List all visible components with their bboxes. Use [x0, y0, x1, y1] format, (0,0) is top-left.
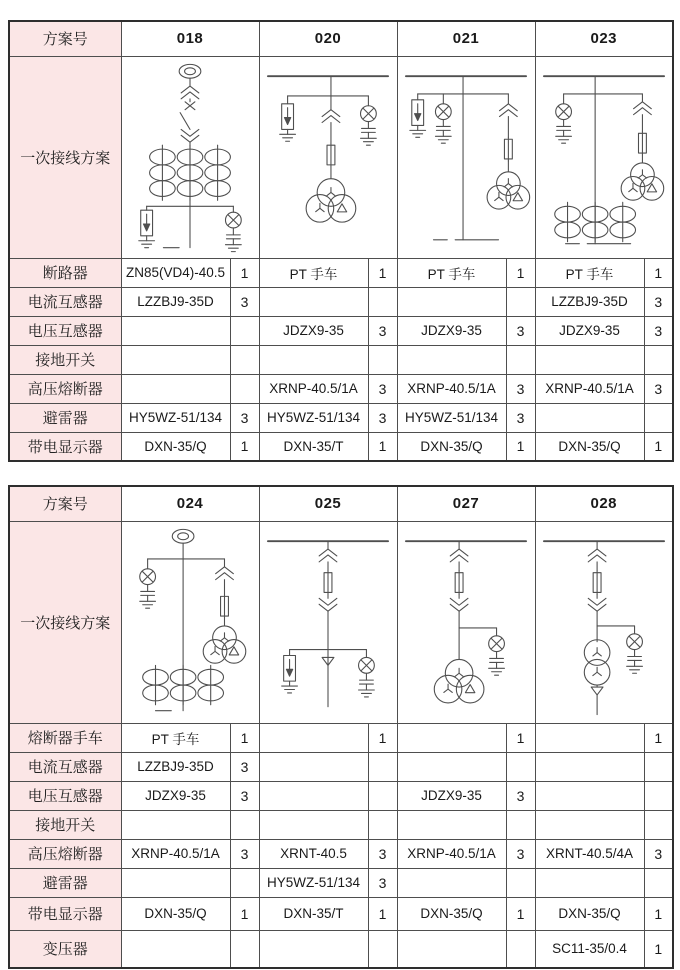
spec-row [9, 723, 673, 752]
spec-row [9, 930, 673, 968]
qty-cell: 1 [644, 258, 673, 287]
qty-cell: 3 [368, 868, 397, 897]
model-cell [535, 781, 644, 810]
spec-row-label: 电流互感器 [9, 287, 121, 316]
model-cell [397, 287, 506, 316]
model-cell: PT 手车 [397, 258, 506, 287]
scheme-header-row [9, 21, 673, 56]
spec-row [9, 897, 673, 930]
model-cell [259, 752, 368, 781]
oneline-diagram-021 [398, 57, 534, 257]
qty-cell [368, 781, 397, 810]
spec-row [9, 403, 673, 432]
model-cell [397, 868, 506, 897]
model-cell: XRNP-40.5/1A [259, 374, 368, 403]
model-cell [121, 316, 230, 345]
model-cell: PT 手车 [259, 258, 368, 287]
model-cell: LZZBJ9-35D [535, 287, 644, 316]
model-cell: JDZX9-35 [259, 316, 368, 345]
spec-row-label: 避雷器 [9, 403, 121, 432]
qty-cell: 3 [230, 403, 259, 432]
qty-cell: 3 [230, 752, 259, 781]
model-cell: ZN85(VD4)-40.5 [121, 258, 230, 287]
model-cell: PT 手车 [535, 258, 644, 287]
qty-cell [506, 930, 535, 968]
qty-cell: 1 [644, 897, 673, 930]
qty-cell [368, 930, 397, 968]
qty-cell [644, 781, 673, 810]
spec-row [9, 258, 673, 287]
qty-cell [230, 868, 259, 897]
qty-cell: 1 [368, 258, 397, 287]
diagram-cell [121, 521, 259, 723]
oneline-diagram-018 [122, 57, 258, 257]
qty-cell: 1 [506, 723, 535, 752]
scheme-number: 025 [259, 486, 397, 521]
qty-cell: 3 [506, 839, 535, 868]
diagram-row-label: 一次接线方案 [9, 56, 121, 258]
qty-cell: 3 [230, 781, 259, 810]
qty-cell: 3 [506, 781, 535, 810]
spec-row [9, 345, 673, 374]
scheme-number: 027 [397, 486, 535, 521]
qty-cell: 1 [230, 897, 259, 930]
spec-row-label: 电流互感器 [9, 752, 121, 781]
qty-cell [230, 345, 259, 374]
model-cell: XRNP-40.5/1A [121, 839, 230, 868]
spec-row [9, 752, 673, 781]
qty-cell: 3 [368, 403, 397, 432]
scheme-table-top [8, 20, 674, 462]
qty-cell: 1 [230, 258, 259, 287]
qty-cell [506, 287, 535, 316]
qty-cell: 3 [644, 316, 673, 345]
oneline-diagram-023 [536, 57, 672, 257]
model-cell: XRNT-40.5 [259, 839, 368, 868]
diagram-cell [397, 56, 535, 258]
spec-row [9, 316, 673, 345]
spec-row-label: 高压熔断器 [9, 374, 121, 403]
spec-row [9, 868, 673, 897]
qty-cell [368, 287, 397, 316]
qty-cell: 3 [506, 316, 535, 345]
model-cell [535, 345, 644, 374]
diagram-row [9, 56, 673, 258]
qty-cell: 1 [368, 897, 397, 930]
model-cell [121, 930, 230, 968]
qty-cell: 3 [230, 287, 259, 316]
model-cell [397, 930, 506, 968]
model-cell: DXN-35/Q [121, 432, 230, 461]
qty-cell: 1 [368, 432, 397, 461]
qty-cell: 3 [230, 839, 259, 868]
spec-row-label: 避雷器 [9, 868, 121, 897]
spec-row-label: 接地开关 [9, 345, 121, 374]
qty-cell [230, 930, 259, 968]
model-cell [535, 868, 644, 897]
model-cell: XRNP-40.5/1A [397, 839, 506, 868]
model-cell [397, 752, 506, 781]
qty-cell [644, 868, 673, 897]
model-cell: JDZX9-35 [535, 316, 644, 345]
model-cell [259, 345, 368, 374]
scheme-header-row [9, 486, 673, 521]
qty-cell [644, 345, 673, 374]
diagram-cell [121, 56, 259, 258]
model-cell [121, 810, 230, 839]
model-cell: JDZX9-35 [121, 781, 230, 810]
qty-cell: 1 [368, 723, 397, 752]
qty-cell [230, 374, 259, 403]
model-cell: DXN-35/Q [535, 432, 644, 461]
oneline-diagram-028 [536, 522, 672, 722]
qty-cell: 1 [644, 432, 673, 461]
qty-cell: 3 [506, 403, 535, 432]
model-cell [259, 810, 368, 839]
scheme-col-header: 方案号 [9, 486, 121, 521]
diagram-cell [535, 56, 673, 258]
qty-cell: 3 [644, 839, 673, 868]
qty-cell [368, 752, 397, 781]
diagram-cell [259, 56, 397, 258]
oneline-diagram-027 [398, 522, 534, 722]
qty-cell: 1 [506, 432, 535, 461]
model-cell [397, 345, 506, 374]
oneline-diagram-025 [260, 522, 396, 722]
spec-row [9, 374, 673, 403]
qty-cell [368, 345, 397, 374]
model-cell: PT 手车 [121, 723, 230, 752]
model-cell: XRNT-40.5/4A [535, 839, 644, 868]
qty-cell [506, 868, 535, 897]
model-cell [535, 723, 644, 752]
diagram-cell [397, 521, 535, 723]
scheme-number: 023 [535, 21, 673, 56]
model-cell: HY5WZ-51/134 [397, 403, 506, 432]
model-cell: DXN-35/T [259, 432, 368, 461]
qty-cell [644, 403, 673, 432]
qty-cell [506, 345, 535, 374]
model-cell: HY5WZ-51/134 [121, 403, 230, 432]
spec-row-label: 变压器 [9, 930, 121, 968]
qty-cell [230, 810, 259, 839]
qty-cell [368, 810, 397, 839]
model-cell [535, 752, 644, 781]
model-cell: DXN-35/T [259, 897, 368, 930]
scheme-number: 020 [259, 21, 397, 56]
qty-cell [506, 752, 535, 781]
qty-cell: 1 [644, 723, 673, 752]
model-cell: JDZX9-35 [397, 781, 506, 810]
model-cell: DXN-35/Q [397, 432, 506, 461]
model-cell [397, 723, 506, 752]
qty-cell: 1 [644, 930, 673, 968]
spec-row [9, 839, 673, 868]
spec-row-label: 带电显示器 [9, 897, 121, 930]
spec-row-label: 电压互感器 [9, 316, 121, 345]
spec-row-label: 电压互感器 [9, 781, 121, 810]
spec-row-label: 断路器 [9, 258, 121, 287]
scheme-number: 028 [535, 486, 673, 521]
spec-row-label: 高压熔断器 [9, 839, 121, 868]
model-cell: HY5WZ-51/134 [259, 868, 368, 897]
model-cell: LZZBJ9-35D [121, 287, 230, 316]
qty-cell: 1 [230, 723, 259, 752]
model-cell [121, 868, 230, 897]
spec-row [9, 432, 673, 461]
model-cell [397, 810, 506, 839]
diagram-cell [259, 521, 397, 723]
model-cell: LZZBJ9-35D [121, 752, 230, 781]
qty-cell: 3 [368, 316, 397, 345]
diagram-cell [535, 521, 673, 723]
qty-cell: 3 [644, 287, 673, 316]
qty-cell: 3 [506, 374, 535, 403]
model-cell [535, 810, 644, 839]
scheme-table-bottom [8, 485, 674, 969]
qty-cell: 3 [644, 374, 673, 403]
qty-cell: 3 [368, 374, 397, 403]
diagram-row [9, 521, 673, 723]
model-cell [259, 930, 368, 968]
spec-row [9, 287, 673, 316]
qty-cell [644, 810, 673, 839]
qty-cell [230, 316, 259, 345]
qty-cell: 1 [506, 897, 535, 930]
model-cell [259, 287, 368, 316]
qty-cell [644, 752, 673, 781]
qty-cell [506, 810, 535, 839]
model-cell: DXN-35/Q [121, 897, 230, 930]
model-cell [121, 374, 230, 403]
model-cell: HY5WZ-51/134 [259, 403, 368, 432]
model-cell: XRNP-40.5/1A [535, 374, 644, 403]
scheme-col-header: 方案号 [9, 21, 121, 56]
model-cell [259, 781, 368, 810]
scheme-number: 024 [121, 486, 259, 521]
diagram-row-label: 一次接线方案 [9, 521, 121, 723]
model-cell: DXN-35/Q [397, 897, 506, 930]
spec-row [9, 781, 673, 810]
qty-cell: 3 [368, 839, 397, 868]
model-cell: JDZX9-35 [397, 316, 506, 345]
model-cell [259, 723, 368, 752]
scheme-number: 021 [397, 21, 535, 56]
scheme-number: 018 [121, 21, 259, 56]
model-cell: SC11-35/0.4 [535, 930, 644, 968]
spec-row-label: 带电显示器 [9, 432, 121, 461]
spec-row-label: 接地开关 [9, 810, 121, 839]
model-cell [121, 345, 230, 374]
oneline-diagram-020 [260, 57, 396, 257]
qty-cell: 1 [506, 258, 535, 287]
qty-cell: 1 [230, 432, 259, 461]
spec-row [9, 810, 673, 839]
model-cell [535, 403, 644, 432]
model-cell: DXN-35/Q [535, 897, 644, 930]
spec-row-label: 熔断器手车 [9, 723, 121, 752]
oneline-diagram-024 [122, 522, 258, 722]
model-cell: XRNP-40.5/1A [397, 374, 506, 403]
